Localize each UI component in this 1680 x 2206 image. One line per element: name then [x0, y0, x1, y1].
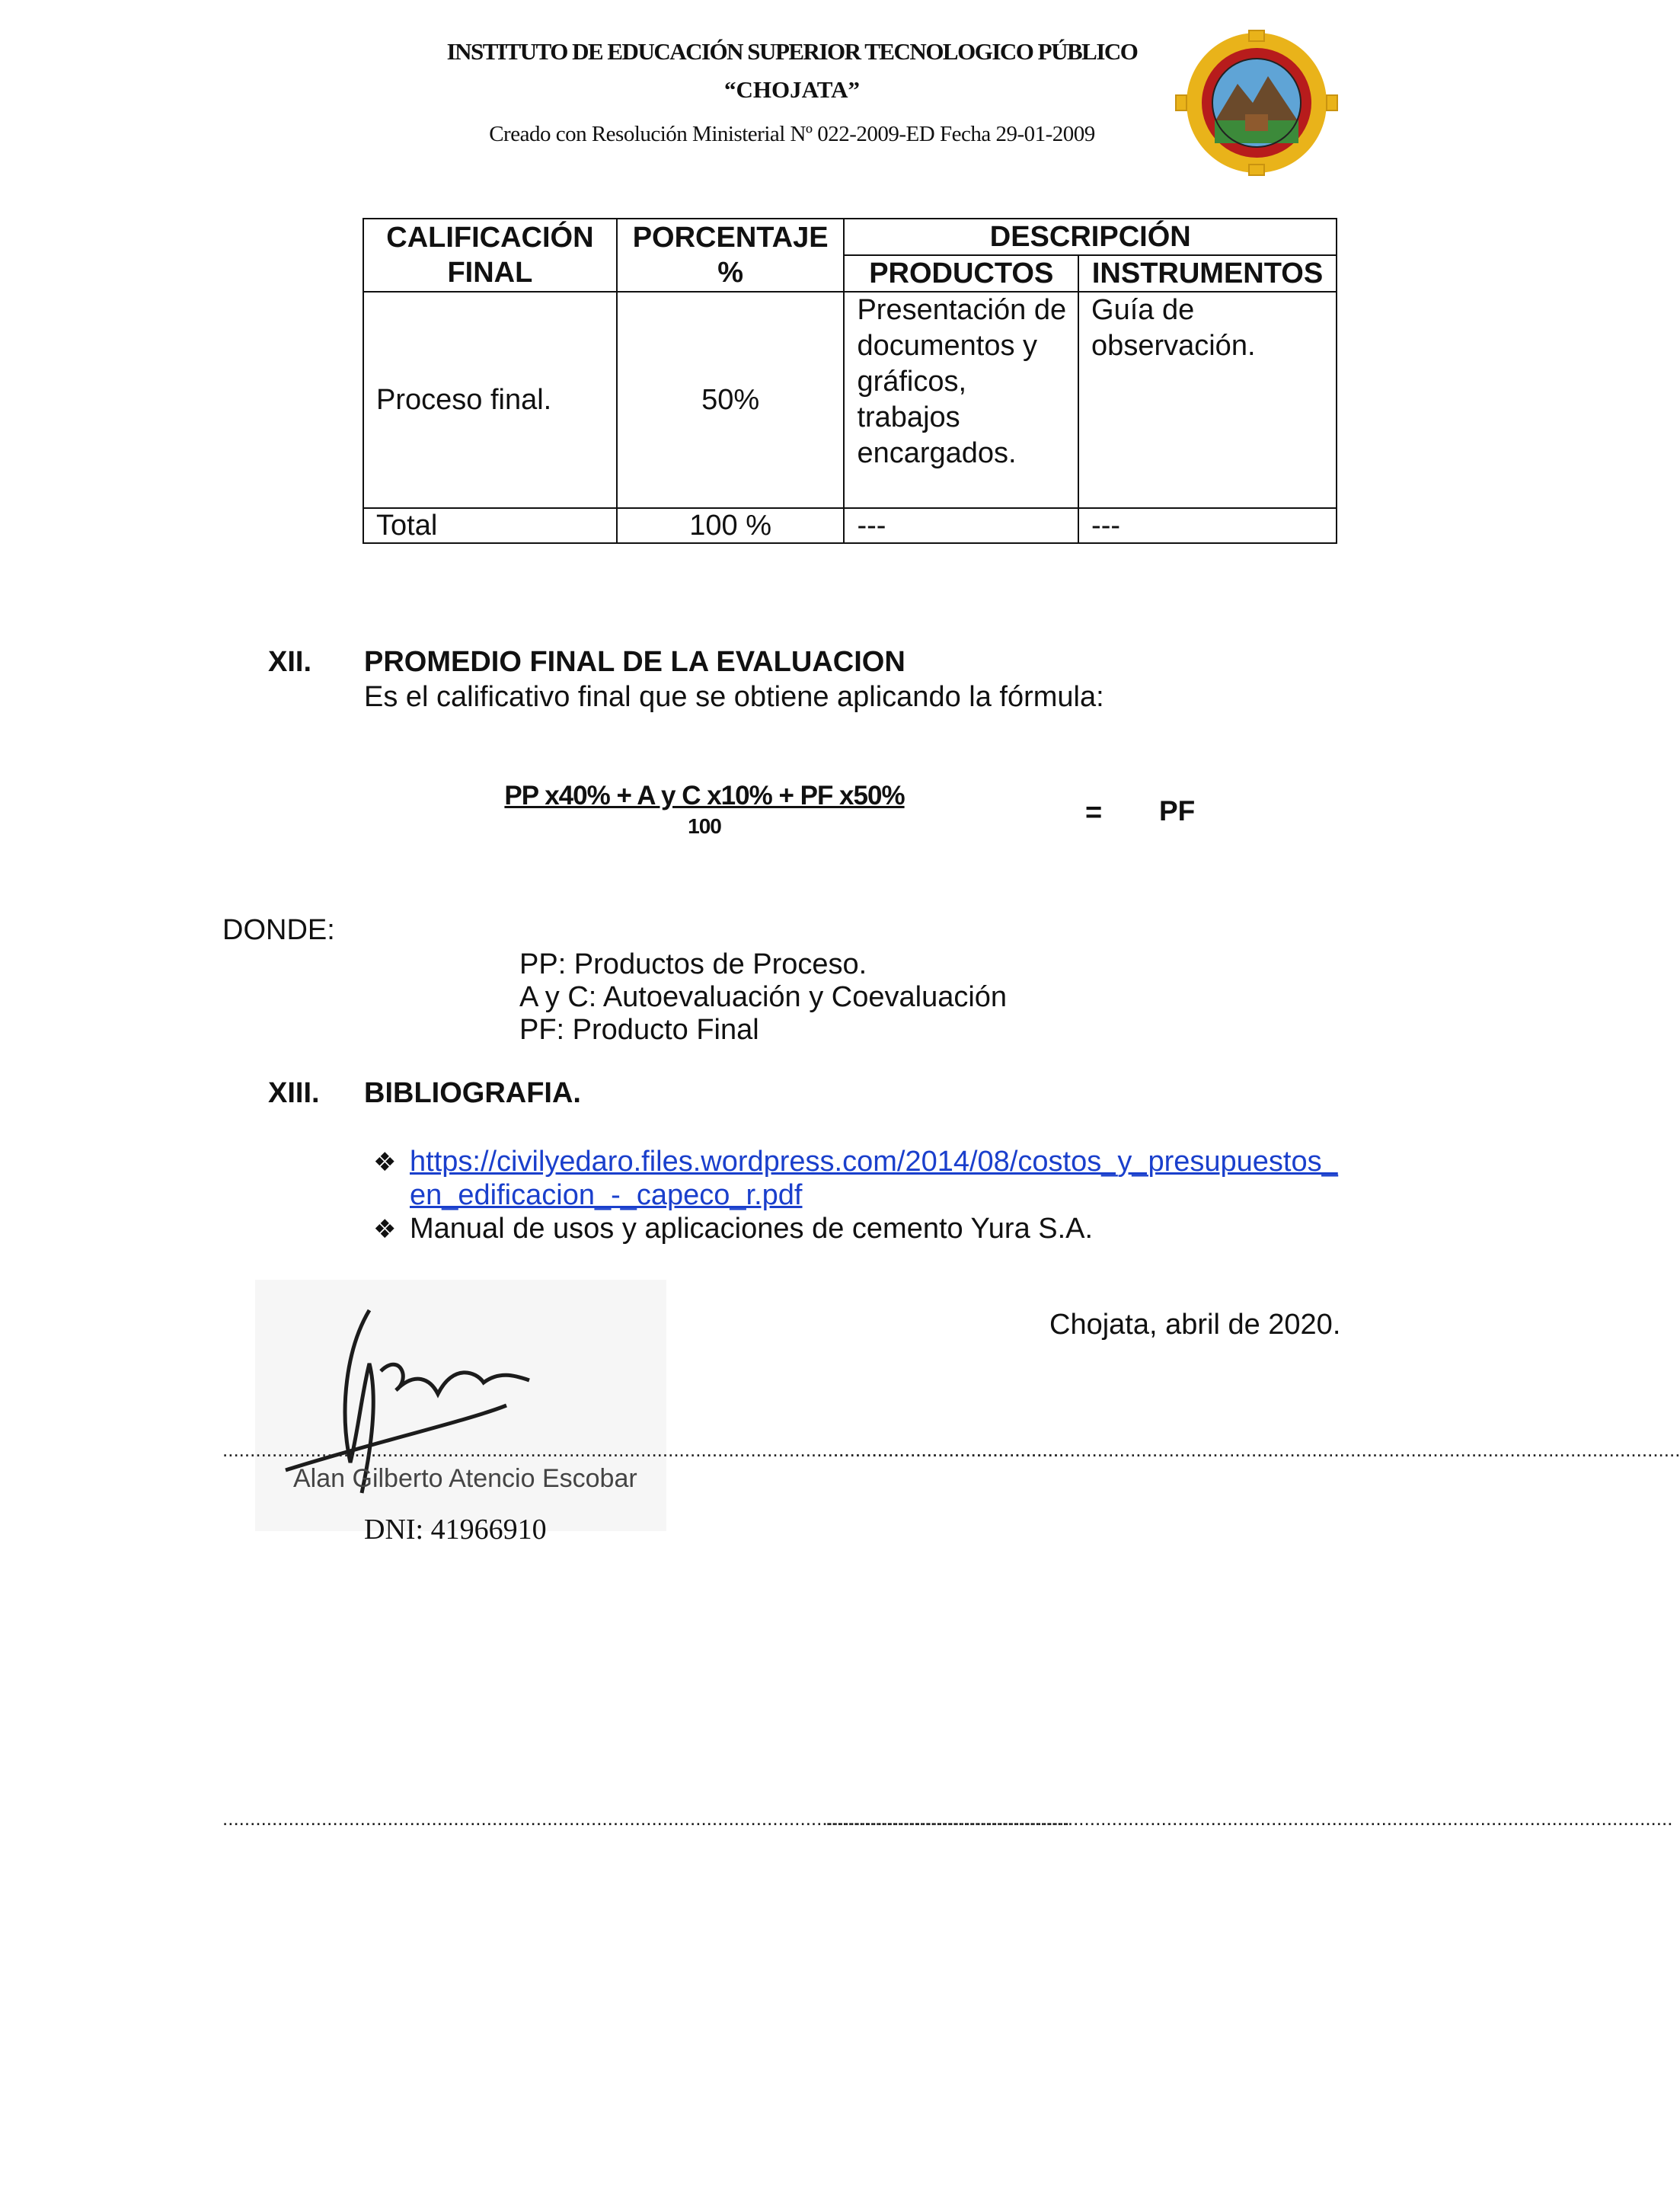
institute-seal-icon [1173, 30, 1340, 175]
signature-image [255, 1280, 666, 1531]
header-instrumentos: INSTRUMENTOS [1078, 255, 1337, 292]
formula-numerator: PP x40% + A y C x10% + PF x50% [504, 781, 905, 810]
table-row-total [363, 508, 1337, 543]
definition-item: PF: Producto Final [519, 1014, 759, 1046]
place-date: Chojata, abril de 2020. [1049, 1309, 1341, 1341]
signature-name: Alan Gilberto Atencio Escobar [293, 1464, 637, 1493]
section-12-title: PROMEDIO FINAL DE LA EVALUACION [364, 646, 905, 678]
cell-instrumentos: Guía de observación. [1078, 292, 1337, 508]
bibliography-link-cont[interactable]: en_edificacion_-_capeco_r.pdf [410, 1179, 803, 1211]
formula-denominator: 100 [688, 814, 721, 838]
bibliography-item: Manual de usos y aplicaciones de cemento Yura S.A. [410, 1213, 1094, 1245]
header-productos: PRODUCTOS [844, 255, 1078, 292]
signature-line: .......................................................................................................................................................... [222, 1807, 1070, 1830]
dni: DNI: 41966910 [364, 1514, 547, 1546]
cell-total-label: Total [363, 508, 617, 543]
cell-total-productos: --- [844, 508, 1078, 543]
cell-total-porcentaje: 100 % [617, 508, 845, 543]
bullet-diamond-icon: ❖ [373, 1148, 397, 1177]
signature-line: .......................................................................................................................................................... [833, 1438, 1680, 1461]
institute-short-name: “CHOJATA” [724, 76, 860, 103]
formula [457, 781, 952, 839]
signature-line: .......................................................................................................................................................... [826, 1807, 1673, 1830]
section-12-number: XII. [268, 646, 312, 678]
donde-label: DONDE: [222, 914, 335, 946]
table-row [363, 292, 1337, 508]
section-12-intro: Es el calificativo final que se obtiene aplicando la fórmula: [364, 681, 1104, 713]
section-13-title: BIBLIOGRAFIA. [364, 1077, 581, 1109]
header-porcentaje: PORCENTAJE % [617, 219, 845, 292]
bullet-diamond-icon: ❖ [373, 1215, 397, 1244]
definition-item: PP: Productos de Proceso. [519, 948, 867, 980]
definition-item: A y C: Autoevaluación y Coevaluación [519, 981, 1008, 1013]
header-calificacion: CALIFICACIÓN FINAL [363, 219, 617, 292]
cell-porcentaje: 50% [617, 292, 845, 508]
cell-productos: Presentación de documentos y gráficos, trabajos encargados. [844, 292, 1078, 508]
evaluation-table [363, 218, 1337, 544]
formula-equals: = [1085, 797, 1103, 829]
cell-total-instrumentos: --- [1078, 508, 1337, 543]
institute-name: INSTITUTO DE EDUCACIÓN SUPERIOR TECNOLOGICO PÚBLICO [446, 38, 1138, 65]
cell-calificacion: Proceso final. [363, 292, 617, 508]
formula-result: PF [1159, 795, 1196, 826]
section-13-number: XIII. [268, 1077, 320, 1109]
header-descripcion: DESCRIPCIÓN [844, 219, 1337, 255]
resolution-line: Creado con Resolución Ministerial Nº 022-2009-ED Fecha 29-01-2009 [489, 122, 1095, 146]
bibliography-link[interactable]: https://civilyedaro.files.wordpress.com/2014/08/costos_y_presupuestos_ [410, 1146, 1338, 1178]
signature-line: .......................................................................................................................................................... [222, 1438, 1070, 1461]
